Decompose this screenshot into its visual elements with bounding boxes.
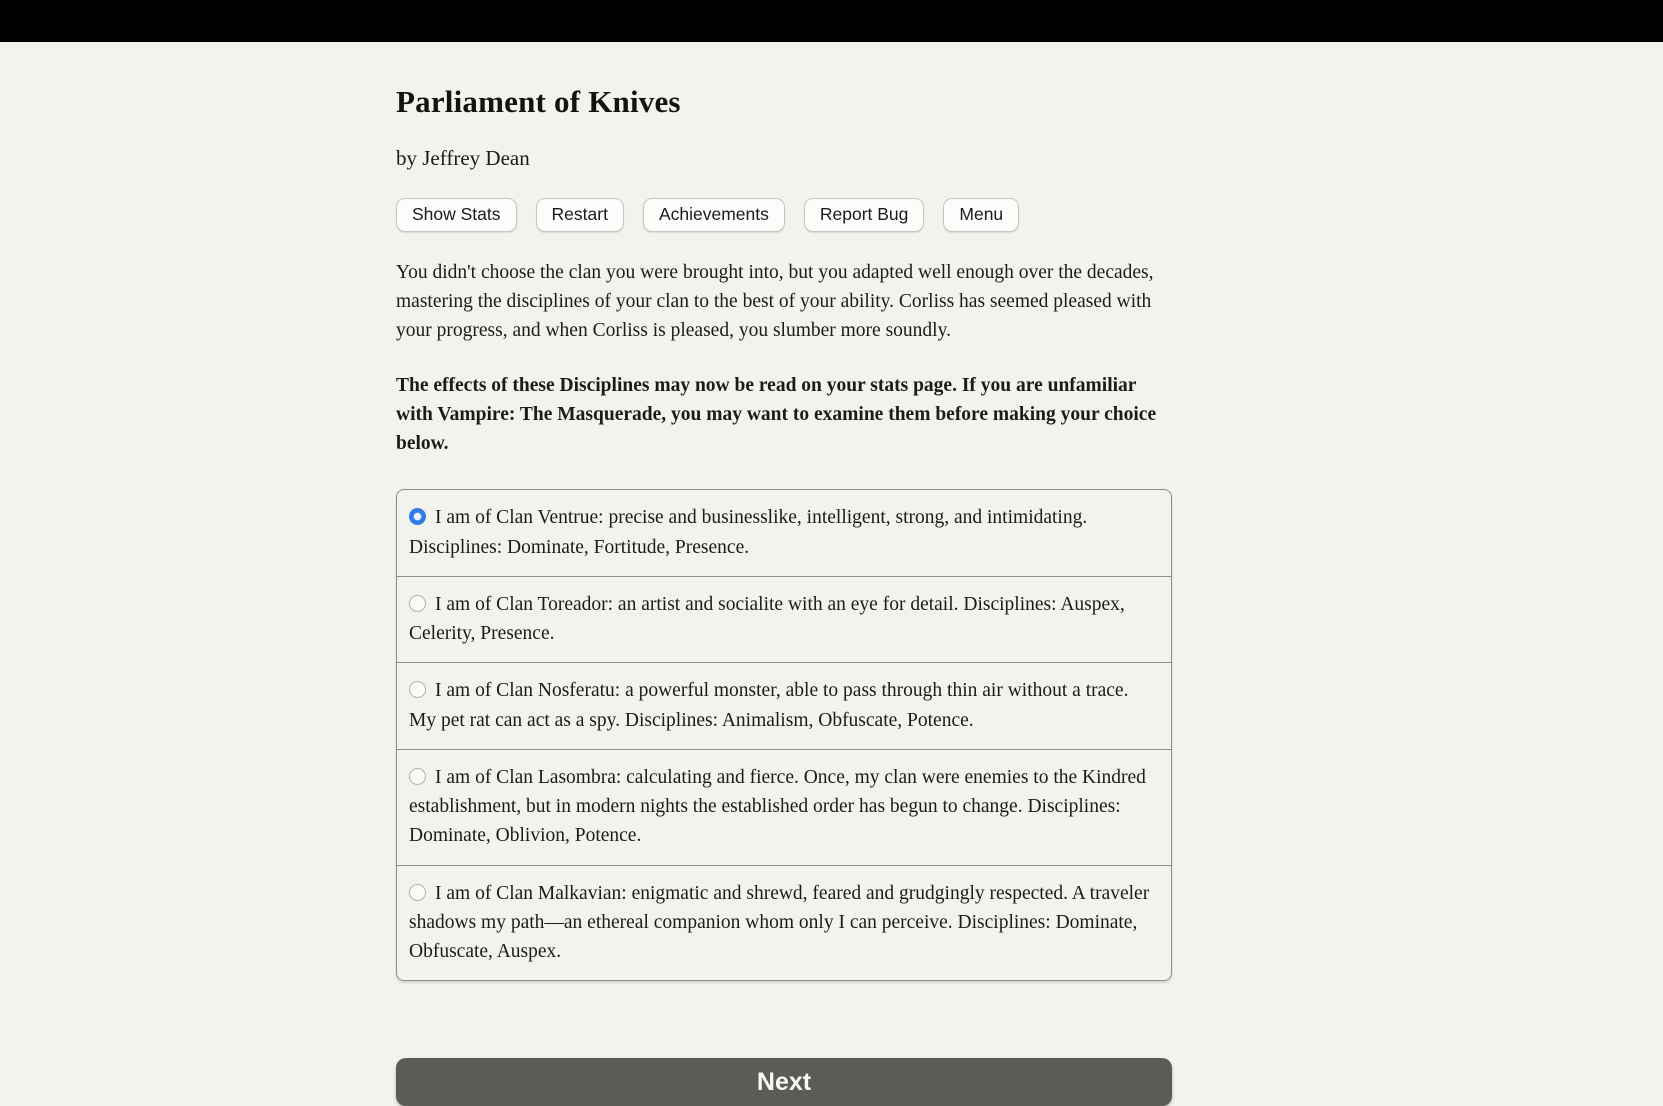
choice-option-label: I am of Clan Lasombra: calculating and fierce. Once, my clan were enemies to the Kindred establishment, but in modern nights the established order has begun to change. Disciplines: Dominate, Oblivion, Potence. [409,766,1146,847]
story-paragraph-emphasis: The effects of these Disciplines may now be read on your stats page. If you are unfamiliar with Vampire: The Masquerade, you may want to examine them before making your choice below. [396,375,1157,455]
show-stats-button[interactable]: Show Stats [396,198,517,232]
report-bug-button[interactable]: Report Bug [804,198,925,232]
page-title: Parliament of Knives [396,84,681,119]
radio-button-icon[interactable] [409,768,426,785]
radio-button-icon[interactable] [409,681,426,698]
achievements-button[interactable]: Achievements [643,198,785,232]
story-text [396,258,1172,458]
restart-button[interactable]: Restart [536,198,624,232]
choice-option-label: I am of Clan Ventrue: precise and businesslike, intelligent, strong, and intimidating. Disciplines: Dominate, Fortitude, Presence. [409,507,1088,558]
top-black-bar [0,0,1663,42]
menu-button[interactable]: Menu [943,198,1019,232]
choice-option-toreador[interactable] [397,577,1171,664]
toolbar [396,198,1172,232]
radio-button-icon[interactable] [409,595,426,612]
choice-option-nosferatu[interactable] [397,663,1171,750]
next-button[interactable]: Next [396,1058,1172,1106]
choice-option-lasombra[interactable] [397,750,1171,866]
choice-option-malkavian[interactable] [397,866,1171,981]
radio-button-icon[interactable] [409,884,426,901]
radio-button-icon[interactable] [409,508,426,525]
story-page [396,42,1172,1106]
choice-option-label: I am of Clan Nosferatu: a powerful monster, able to pass through thin air without a trace. My pet rat can act as a spy. Disciplines: Animalism, Obfuscate, Potence. [409,680,1129,731]
choice-option-ventrue[interactable] [397,490,1171,577]
choice-option-label: I am of Clan Malkavian: enigmatic and shrewd, feared and grudgingly respected. A traveler shadows my path—an ethereal companion whom only I can perceive. Disciplines: Dominate, Obfuscate, Auspex. [409,882,1150,963]
clan-choice-group [396,489,1172,981]
story-paragraph: You didn't choose the clan you were brought into, but you adapted well enough over the decades, mastering the disciplines of your clan to the best of your ability. Corliss has seemed pleased with your progress, and when Corliss is pleased, you slumber more soundly. [396,262,1154,342]
choice-option-label: I am of Clan Toreador: an artist and socialite with an eye for detail. Disciplines: Auspex, Celerity, Presence. [409,593,1125,645]
author-byline: by Jeffrey Dean [396,146,530,170]
